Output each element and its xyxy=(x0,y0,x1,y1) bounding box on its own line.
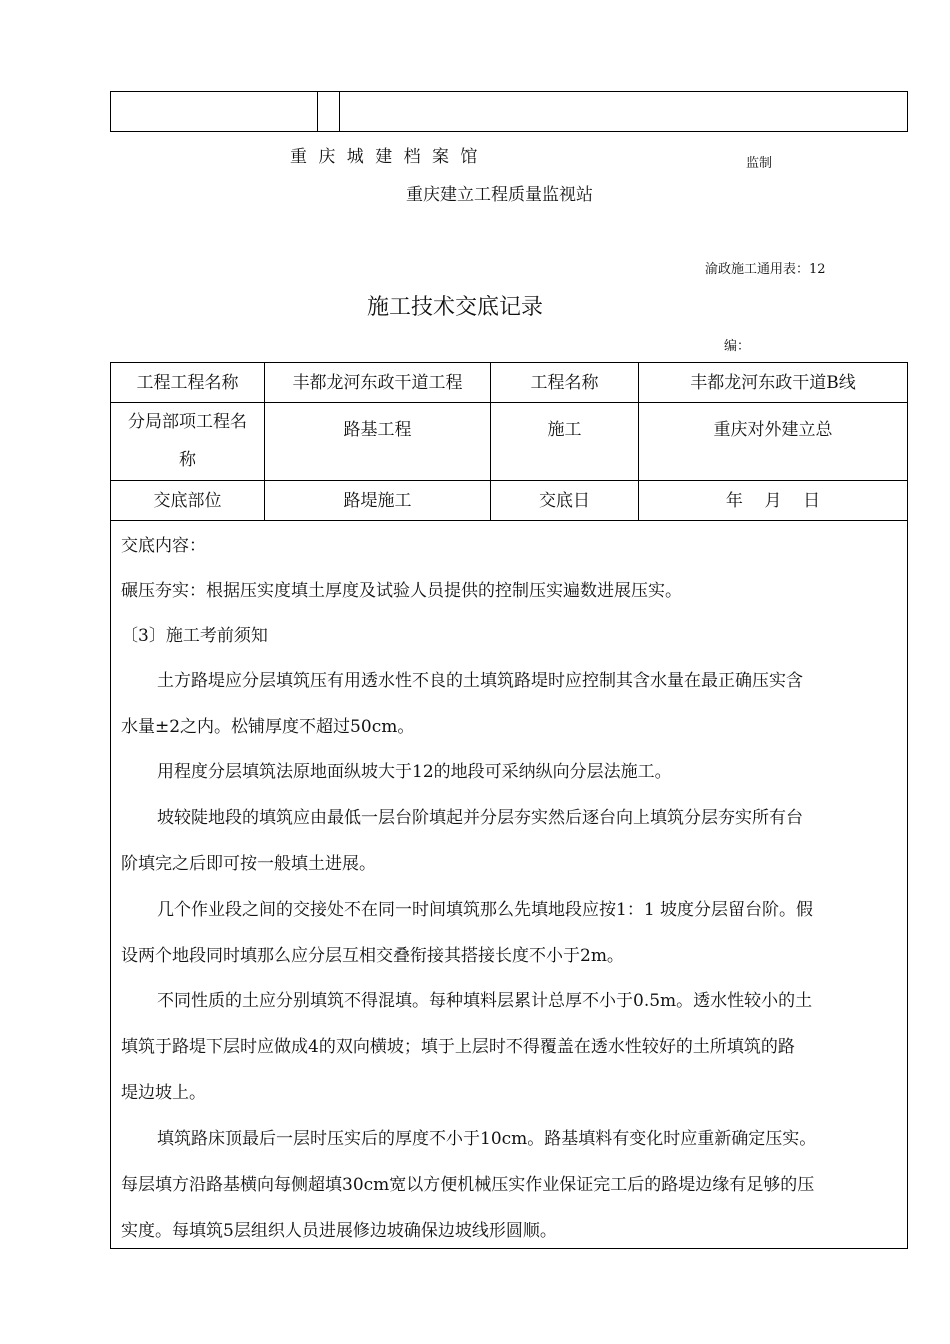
handover-part-value: 路堤施工 xyxy=(265,481,491,520)
form-number: 渝政施工通用表：12 xyxy=(705,262,826,277)
content-heading: 交底内容： xyxy=(121,536,206,556)
content-line: 不同性质的土应分别填筑不得混填。每种填料层累计总厚不小于0.5m。透水性较小的土 xyxy=(157,991,813,1011)
record-table xyxy=(110,362,908,1249)
content-line: 填筑路床顶最后一层时压实后的厚度不小于10cm。路基填料有变化时应重新确定压实。 xyxy=(157,1129,817,1149)
content-line: 水量±2之内。松铺厚度不超过50cm。 xyxy=(121,717,415,737)
sub-project-label xyxy=(111,403,265,480)
table-row xyxy=(111,403,907,481)
sub-project-label-line2: 称 xyxy=(179,450,196,470)
bianzhi-label: 编： xyxy=(724,339,751,354)
content-line: 设两个地段同时填那么应分层互相交叠衔接其搭接长度不小于2m。 xyxy=(121,946,624,966)
engineering-name-label: 工程名称 xyxy=(491,363,639,402)
project-name-value: 丰都龙河东政干道工程 xyxy=(265,363,491,402)
content-line: 土方路堤应分层填筑压有用透水性不良的土填筑路堤时应控制其含水量在最正确压实含 xyxy=(157,671,803,691)
content-paragraph: 碾压夯实：根据压实度填土厚度及试验人员提供的控制压实遍数进展压实。 xyxy=(121,581,682,601)
station-name: 重庆建立工程质量监视站 xyxy=(406,185,593,205)
engineering-name-value: 丰都龙河东政干道B线 xyxy=(690,373,856,393)
top-cell-2 xyxy=(111,92,340,131)
content-line: 用程度分层填筑法原地面纵坡大于12的地段可采纳纵向分层法施工。 xyxy=(157,762,672,782)
content-line: 几个作业段之间的交接处不在同一时间填筑那么先填地段应按1：1 坡度分层留台阶。假 xyxy=(157,900,814,920)
supervise-label: 监制 xyxy=(746,156,773,171)
handover-part-label: 交底部位 xyxy=(111,481,265,520)
top-empty-table xyxy=(110,91,908,132)
content-section-heading: 〔3〕施工考前须知 xyxy=(121,626,268,646)
archive-name: 重 庆 城 建 档 案 馆 xyxy=(290,147,481,167)
table-row xyxy=(111,363,907,403)
page-title: 施工技术交底记录 xyxy=(366,295,543,320)
handover-date-value: 年 月 日 xyxy=(725,491,821,511)
content-line: 堤边坡上。 xyxy=(121,1083,206,1103)
content-line: 实度。每填筑5层组织人员进展修边坡确保边坡线形圆顺。 xyxy=(121,1221,557,1241)
content-line: 每层填方沿路基横向每侧超填30cm宽以方便机械压实作业保证完工后的路堤边缘有足够的压 xyxy=(121,1175,815,1195)
table-row xyxy=(111,481,907,521)
sub-project-label-line1: 分局部项工程名 xyxy=(128,412,247,432)
construction-label: 施工 xyxy=(491,403,639,480)
project-name-label: 工程工程名称 xyxy=(111,363,265,402)
sub-project-value: 路基工程 xyxy=(265,403,491,480)
content-line: 填筑于路堤下层时应做成4的双向横坡；填于上层时不得覆盖在透水性较好的土所填筑的路 xyxy=(121,1037,795,1057)
content-line: 坡较陡地段的填筑应由最低一层台阶填起并分层夯实然后逐台向上填筑分层夯实所有台 xyxy=(157,808,803,828)
content-line: 阶填完之后即可按一般填土进展。 xyxy=(121,854,376,874)
handover-date-label: 交底日 xyxy=(491,481,639,520)
construction-value: 重庆对外建立总 xyxy=(713,420,833,440)
